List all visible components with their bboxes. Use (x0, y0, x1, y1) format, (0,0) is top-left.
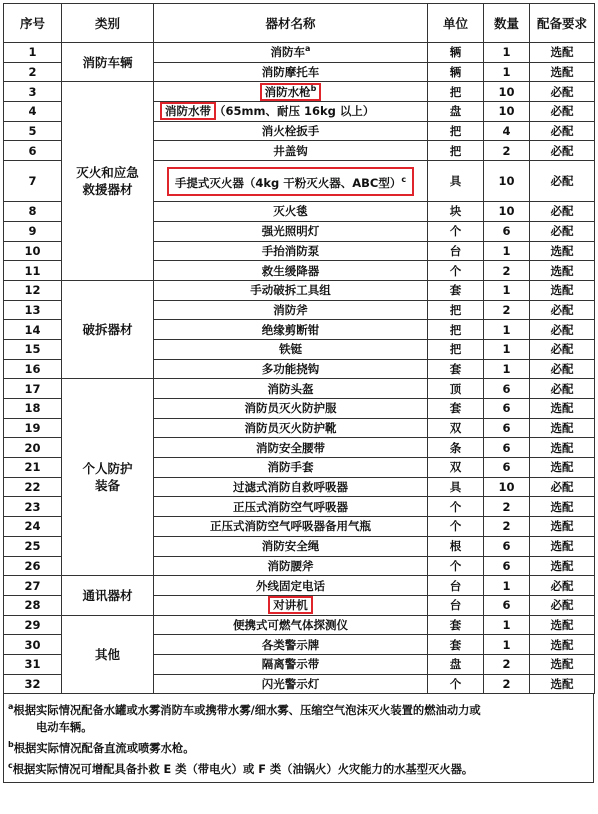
cell-no: 1 (4, 43, 62, 63)
cell-name: 井盖钩 (154, 141, 428, 161)
cell-name: 消防头盔 (154, 379, 428, 399)
cell-unit: 具 (428, 477, 484, 497)
cell-req: 必配 (530, 121, 595, 141)
cell-req: 选配 (530, 241, 595, 261)
cell-no: 11 (4, 261, 62, 281)
cell-unit: 把 (428, 82, 484, 102)
cell-req: 必配 (530, 576, 595, 596)
category-other: 其他 (62, 615, 154, 694)
cell-unit: 根 (428, 536, 484, 556)
cell-no: 30 (4, 635, 62, 655)
cell-name: 铁铤 (154, 339, 428, 359)
cell-name: 消防手套 (154, 458, 428, 478)
equipment-table (3, 3, 595, 694)
cell-req: 必配 (530, 379, 595, 399)
cell-req: 必配 (530, 359, 595, 379)
cell-req: 选配 (530, 497, 595, 517)
cell-qty: 1 (484, 635, 530, 655)
cell-req: 必配 (530, 161, 595, 202)
cell-req: 选配 (530, 458, 595, 478)
cell-qty: 1 (484, 62, 530, 82)
cell-no: 12 (4, 280, 62, 300)
cell-req: 选配 (530, 615, 595, 635)
cell-unit: 个 (428, 261, 484, 281)
cell-name: 消防水带 （65mm、耐压 16kg 以上） (154, 102, 428, 122)
cell-unit: 个 (428, 674, 484, 694)
cell-req: 选配 (530, 438, 595, 458)
cell-qty: 6 (484, 418, 530, 438)
cell-req: 选配 (530, 261, 595, 281)
cell-req: 必配 (530, 202, 595, 222)
cell-name: 消防腰斧 (154, 556, 428, 576)
table-row (4, 615, 595, 635)
highlight-box: 消防水带 (162, 104, 214, 118)
cell-qty: 1 (484, 359, 530, 379)
cell-no: 20 (4, 438, 62, 458)
cell-name: 救生缓降器 (154, 261, 428, 281)
cell-name: 消防安全绳 (154, 536, 428, 556)
cell-no: 5 (4, 121, 62, 141)
cell-no: 23 (4, 497, 62, 517)
cell-req: 必配 (530, 320, 595, 340)
table-row (4, 82, 595, 102)
cell-no: 24 (4, 517, 62, 537)
cell-qty: 1 (484, 241, 530, 261)
cell-no: 32 (4, 674, 62, 694)
cell-qty: 6 (484, 399, 530, 419)
header-category: 类别 (62, 4, 154, 43)
cell-no: 27 (4, 576, 62, 596)
cell-unit: 顶 (428, 379, 484, 399)
cell-name: 多功能挠钩 (154, 359, 428, 379)
equipment-table-container (3, 3, 594, 783)
cell-name (154, 82, 428, 102)
cell-req: 选配 (530, 635, 595, 655)
cell-unit: 套 (428, 615, 484, 635)
cell-qty: 10 (484, 477, 530, 497)
cell-qty: 2 (484, 497, 530, 517)
cell-name: 消防车$^a$ (154, 43, 428, 63)
cell-unit: 个 (428, 556, 484, 576)
cell-req: 选配 (530, 399, 595, 419)
cell-req: 必配 (530, 595, 595, 615)
cell-no: 18 (4, 399, 62, 419)
cell-no: 19 (4, 418, 62, 438)
cell-unit: 套 (428, 399, 484, 419)
cell-unit: 台 (428, 595, 484, 615)
cell-name: 消防斧 (154, 300, 428, 320)
cell-name: 手动破拆工具组 (154, 280, 428, 300)
cell-name: 正压式消防空气呼吸器备用气瓶 (154, 517, 428, 537)
cell-name: 手抬消防泵 (154, 241, 428, 261)
cell-name (154, 595, 428, 615)
cell-qty: 10 (484, 161, 530, 202)
category-vehicles: 消防车辆 (62, 43, 154, 82)
category-personal-protection: 个人防护装备 (62, 379, 154, 576)
header-req: 配备要求 (530, 4, 595, 43)
category-firefighting: 灭火和应急救援器材 (62, 82, 154, 281)
table-row (4, 576, 595, 596)
category-breaking: 破拆器材 (62, 280, 154, 378)
cell-req: 选配 (530, 536, 595, 556)
cell-no: 15 (4, 339, 62, 359)
cell-unit: 套 (428, 359, 484, 379)
cell-qty: 1 (484, 339, 530, 359)
table-row (4, 43, 595, 63)
cell-qty: 1 (484, 280, 530, 300)
cell-unit: 辆 (428, 62, 484, 82)
cell-no: 2 (4, 62, 62, 82)
highlight-box: 手提式灭火器（4kg 干粉灭火器、ABC型）$^c$ (167, 167, 414, 196)
cell-qty: 2 (484, 674, 530, 694)
cell-qty: 2 (484, 141, 530, 161)
cell-no: 4 (4, 102, 62, 122)
cell-unit: 盘 (428, 654, 484, 674)
cell-name: 消防安全腰带 (154, 438, 428, 458)
cell-req: 必配 (530, 141, 595, 161)
footnote-a: $^a$根据实际情况配备水罐或水雾消防车或携带水雾/细水雾、压缩空气泡沫灭火装置的燃油动力或 (8, 702, 481, 718)
highlight-box: 消防水枪$^b$ (262, 85, 320, 99)
cell-name (154, 161, 428, 202)
cell-no: 25 (4, 536, 62, 556)
cell-qty: 10 (484, 102, 530, 122)
cell-unit: 条 (428, 438, 484, 458)
cell-qty: 10 (484, 82, 530, 102)
table-row (4, 280, 595, 300)
cell-qty: 6 (484, 221, 530, 241)
cell-name: 过滤式消防自救呼吸器 (154, 477, 428, 497)
category-communication: 通讯器材 (62, 576, 154, 615)
cell-unit: 具 (428, 161, 484, 202)
cell-no: 10 (4, 241, 62, 261)
cell-unit: 个 (428, 497, 484, 517)
cell-no: 13 (4, 300, 62, 320)
cell-qty: 6 (484, 556, 530, 576)
cell-name: 灭火毯 (154, 202, 428, 222)
cell-name: 绝缘剪断钳 (154, 320, 428, 340)
table-footnotes (3, 694, 594, 782)
cell-no: 28 (4, 595, 62, 615)
footnote-b: $^b$根据实际情况配备直流或喷雾水枪。 (8, 740, 195, 755)
cell-qty: 10 (484, 202, 530, 222)
cell-req: 选配 (530, 418, 595, 438)
cell-unit: 把 (428, 141, 484, 161)
cell-unit: 块 (428, 202, 484, 222)
cell-name: 闪光警示灯 (154, 674, 428, 694)
cell-req: 选配 (530, 43, 595, 63)
cell-req: 必配 (530, 300, 595, 320)
cell-unit: 套 (428, 635, 484, 655)
cell-qty: 2 (484, 517, 530, 537)
cell-no: 9 (4, 221, 62, 241)
cell-no: 16 (4, 359, 62, 379)
cell-no: 3 (4, 82, 62, 102)
cell-no: 6 (4, 141, 62, 161)
header-no: 序号 (4, 4, 62, 43)
cell-qty: 6 (484, 595, 530, 615)
cell-unit: 个 (428, 517, 484, 537)
cell-req: 选配 (530, 556, 595, 576)
cell-unit: 辆 (428, 43, 484, 63)
cell-name: 便携式可燃气体探测仪 (154, 615, 428, 635)
cell-req: 必配 (530, 102, 595, 122)
cell-qty: 6 (484, 458, 530, 478)
cell-qty: 4 (484, 121, 530, 141)
cell-qty: 6 (484, 438, 530, 458)
cell-name: 消防员灭火防护靴 (154, 418, 428, 438)
cell-no: 14 (4, 320, 62, 340)
cell-req: 必配 (530, 82, 595, 102)
cell-qty: 6 (484, 379, 530, 399)
cell-unit: 双 (428, 458, 484, 478)
cell-name: 消火栓扳手 (154, 121, 428, 141)
cell-no: 26 (4, 556, 62, 576)
cell-name: 隔离警示带 (154, 654, 428, 674)
cell-unit: 把 (428, 339, 484, 359)
cell-req: 必配 (530, 477, 595, 497)
cell-no: 7 (4, 161, 62, 202)
cell-name: 外线固定电话 (154, 576, 428, 596)
cell-no: 22 (4, 477, 62, 497)
cell-name: 各类警示牌 (154, 635, 428, 655)
cell-unit: 台 (428, 576, 484, 596)
cell-unit: 套 (428, 280, 484, 300)
cell-name: 强光照明灯 (154, 221, 428, 241)
cell-unit: 把 (428, 300, 484, 320)
cell-qty: 2 (484, 300, 530, 320)
header-unit: 单位 (428, 4, 484, 43)
cell-req: 选配 (530, 674, 595, 694)
cell-req: 选配 (530, 517, 595, 537)
cell-unit: 把 (428, 320, 484, 340)
cell-unit: 盘 (428, 102, 484, 122)
cell-no: 21 (4, 458, 62, 478)
footnote-c: $^c$根据实际情况可增配具备扑救 E 类（带电火）或 F 类（油锅火）火灾能力的水基型灭火器。 (8, 760, 474, 776)
cell-req: 必配 (530, 339, 595, 359)
cell-unit: 台 (428, 241, 484, 261)
cell-req: 选配 (530, 62, 595, 82)
cell-qty: 1 (484, 615, 530, 635)
cell-unit: 个 (428, 221, 484, 241)
cell-qty: 2 (484, 261, 530, 281)
table-header-row (4, 4, 595, 43)
cell-no: 31 (4, 654, 62, 674)
cell-qty: 1 (484, 576, 530, 596)
cell-no: 8 (4, 202, 62, 222)
cell-no: 17 (4, 379, 62, 399)
footnote-a-cont: 电动车辆。 (36, 721, 93, 735)
cell-qty: 1 (484, 320, 530, 340)
cell-name: 正压式消防空气呼吸器 (154, 497, 428, 517)
table-row (4, 379, 595, 399)
cell-no: 29 (4, 615, 62, 635)
cell-unit: 把 (428, 121, 484, 141)
cell-qty: 1 (484, 43, 530, 63)
cell-req: 选配 (530, 654, 595, 674)
cell-req: 必配 (530, 221, 595, 241)
cell-unit: 双 (428, 418, 484, 438)
cell-qty: 6 (484, 536, 530, 556)
cell-name: 消防员灭火防护服 (154, 399, 428, 419)
cell-req: 选配 (530, 280, 595, 300)
header-name: 器材名称 (154, 4, 428, 43)
highlight-box: 对讲机 (270, 598, 311, 612)
cell-name: 消防摩托车 (154, 62, 428, 82)
cell-qty: 2 (484, 654, 530, 674)
header-qty: 数量 (484, 4, 530, 43)
